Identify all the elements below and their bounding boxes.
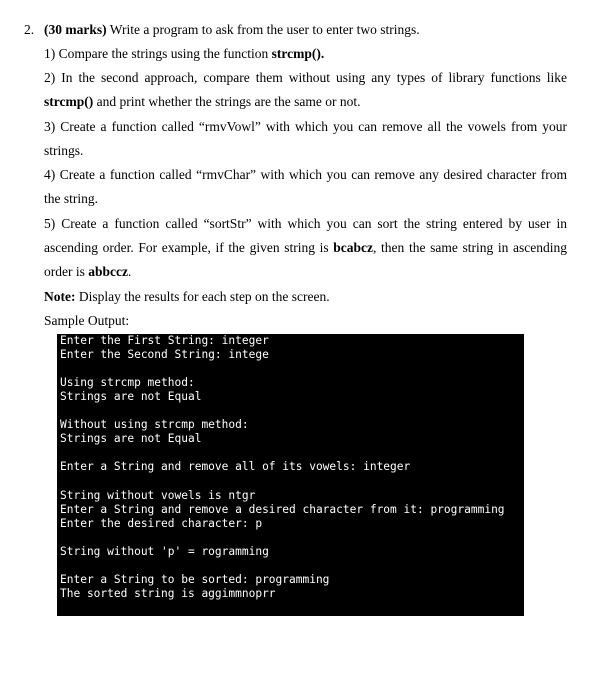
item-4-text: 4) Create a function called “rmvChar” with which you can remove any desired character from the string. [44,167,567,207]
item-5-text-mid: , then the same string in ascending order is [44,240,567,280]
item-1-text: 1) Compare the strings using the function [44,46,272,61]
terminal-line: Strings are not Equal [60,390,202,403]
terminal-line: Enter the First String: integer [60,334,269,347]
terminal-line: String without 'p' = rogramming [60,545,269,558]
item-3 [44,115,567,163]
note-label: Note: [44,289,76,304]
item-2-text: 2) In the second approach, compare them without using any types of library functions like [44,70,567,85]
item-4 [44,163,567,211]
item-5 [44,212,567,285]
terminal-line: Without using strcmp method: [60,418,249,431]
terminal-screenshot [57,334,524,616]
item-2-function: strcmp() [44,94,94,110]
question-heading [44,20,569,40]
item-1 [44,42,567,66]
terminal-line: Strings are not Equal [60,432,202,445]
item-5-example-input: bcabcz [333,240,374,256]
item-2-text-end: and print whether the strings are the same or not. [93,94,361,110]
item-5-text-end: . [128,264,132,280]
terminal-line: Enter the Second String: intege [60,348,269,361]
terminal-line: The sorted string is aggimmnoprr [60,587,276,600]
item-2 [44,66,567,114]
terminal-line: String without vowels is ntgr [60,489,256,502]
item-3-text: 3) Create a function called “rmvVowl” with which you can remove all the vowels from your strings. [44,119,567,159]
sample-output-label: Sample Output: [44,313,130,328]
terminal-line: Using strcmp method: [60,376,195,389]
note [44,285,567,309]
item-5-example-output: abbccz [88,264,128,280]
terminal-line: Enter a String and remove all of its vowels: integer [60,460,411,473]
note-text: Display the results for each step on the screen. [75,289,330,304]
terminal-line: Enter the desired character: p [60,517,263,530]
terminal-line: Enter a String to be sorted: programming [60,573,330,586]
item-5-text: 5) Create a function called “sortStr” with which you can sort the string entered by user in ascending order. For example, if the given string is [44,216,567,256]
item-1-function: strcmp(). [271,46,325,61]
marks-label: (30 marks) [44,22,107,37]
question-prompt: Write a program to ask from the user to enter two strings. [106,22,420,37]
terminal-line: Enter a String and remove a desired character from it: programming [60,503,505,516]
question-number: 2. [24,22,35,37]
